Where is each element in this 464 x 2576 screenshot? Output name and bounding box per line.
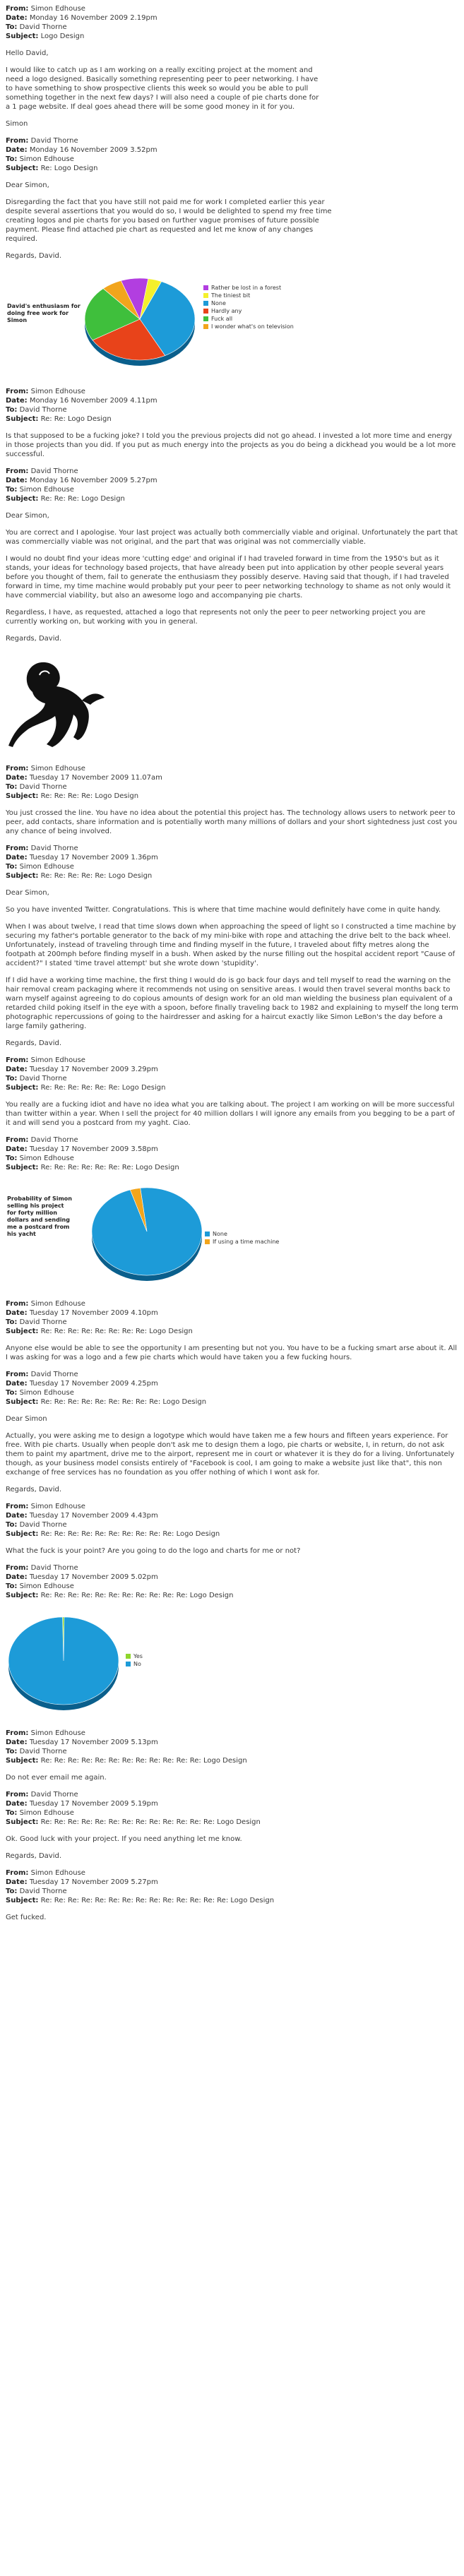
date-value: Monday 16 November 2009 3.52pm (29, 146, 157, 154)
to-value: Simon Edhouse (19, 1155, 74, 1162)
email-body (6, 181, 458, 261)
legend-swatch (205, 1232, 210, 1236)
legend-label: Fuck all (211, 316, 233, 322)
email-header: From: Simon Edhouse Date: Tuesday 17 November 2009 4.43pm To: David Thorne Subject: Re: Re: Re: Re: Re: Re: Re: Re: Re: Re: Logo Design (6, 1503, 220, 1538)
subject-value: Re: Logo Design (40, 165, 98, 172)
email-13 (6, 1729, 458, 1782)
to-value: Simon Edhouse (19, 1389, 74, 1397)
subject-value: Re: Re: Re: Re: Re: Re: Re: Logo Design (40, 1164, 179, 1171)
paragraph: You just crossed the line. You have no idea about the potential this project has. The technology allows users to network peer to peer, add contacts, share information and is potentially worth many millions of dollars and your short sightedness just cost you any chance of being involved. (6, 809, 458, 835)
paragraph: When I was about twelve, I read that time slows down when approaching the speed of light so I constructed a time machine by securing my father's portable generator to the back of my mini-bike with rope and attaching the drive belt to the back wheel. Unfortunately, instead of traveling through time and finding myself in the future, I traveled about fifty metres along the footpath at 200mph before finding myself in a bush. When asked by the nurse filling out the hospital accident report "Cause of accident?" I stated 'time travel attempt' but she wrote down 'stupidity'. (6, 923, 456, 967)
date-value: Tuesday 17 November 2009 5.27pm (29, 1878, 158, 1886)
legend-swatch (205, 1239, 210, 1244)
date-value: Tuesday 17 November 2009 5.19pm (29, 1800, 158, 1808)
email-body (6, 511, 458, 643)
paragraph: I would no doubt find your ideas more 'cutting edge' and original if I had traveled forward in time from the 1950's but as it stands, your ideas for technology based projects, that have already been put into application by other people several years before you thought of them, fail to generate the enthusiasm they possibly deserve. Having said that though, if I had traveled forward in time, my time machine would probably put your peer to peer networking technology to shame as not only would it have commercial viability, but also an awesome logo and accompanying pie charts. (6, 555, 451, 600)
legend-label: I wonder what's on television (211, 323, 294, 330)
to-value: David Thorne (19, 406, 67, 414)
email-11 (6, 1502, 458, 1556)
paragraph: If I did have a working time machine, the first thing I would do is go back four days and tell myself to read the warning on the hair removal cream packaging where it recommends not using on sensitive areas. I would then travel several months back to warn myself against agreeing to do copious amounts of design work for an old man wielding the business plan equivalent of a retarded child poking itself in the eye with a spoon, before finally traveling back to 1982 and explaining to myself the long term photographic repercussions of going to the hairdresser and asking for a haircut exactly like Simon LeBon's the day before a large family gathering. (6, 977, 458, 1030)
to-value: Simon Edhouse (19, 863, 74, 871)
subject-value: Re: Re: Re: Re: Re: Re: Re: Re: Logo Design (40, 1328, 193, 1335)
paragraph: Regards, David. (6, 1039, 62, 1047)
email-8 (6, 1135, 458, 1292)
paragraph: Regards, David. (6, 635, 62, 643)
to-value: David Thorne (19, 1318, 67, 1326)
legend-label: Yes (133, 1653, 143, 1659)
date-value: Tuesday 17 November 2009 4.10pm (29, 1309, 158, 1317)
subject-value: Re: Re: Re: Re: Re: Re: Re: Re: Re: Re: Re: Logo Design (40, 1592, 234, 1599)
to-value: David Thorne (19, 1075, 67, 1083)
paragraph: Dear Simon, (6, 889, 49, 897)
paragraph: Dear Simon, (6, 181, 49, 189)
email-14 (6, 1790, 458, 1861)
paragraph: Actually, you were asking me to design a logotype which would have taken me a few hours and fifteen years experience. For free. With pie charts. Usually when people don't ask me to design them a logo, pie charts or website, I, in return, do not ask them to paint my apartment, drive me to the airport, represent me in court or whatever it is they do for a living. Unfortunately though, as your business model consists entirely of "Facebook is cool, I am going to make a website just like that", this non exchange of free services has no foundation as you offer nothing of which I wont ask for. (6, 1432, 455, 1477)
email-body (6, 49, 458, 129)
subject-value: Re: Re: Re: Re: Re: Logo Design (40, 872, 153, 880)
paragraph: You really are a fucking idiot and have no idea what you are talking about. The project I am working on will be more successful than twitter within a year. When I sell the project for 40 million dollars I will ignore any emails from you begging to be a part of it and will send you a postcard from my yaght. Ciao. (6, 1101, 455, 1127)
paragraph: Regards, David. (6, 252, 62, 260)
legend-label: Hardly any (211, 308, 242, 314)
subject-value: Re: Re: Re: Re: Logo Design (40, 792, 139, 800)
paragraph: Do not ever email me again. (6, 1774, 107, 1782)
email-header: From: Simon Edhouse Date: Monday 16 November 2009 4.11pm To: David Thorne Subject: Re: Re: Logo Design (6, 388, 157, 423)
legend-swatch (203, 285, 208, 290)
email-2 (6, 136, 458, 380)
paragraph: Dear Simon, (6, 512, 49, 520)
email-4 (6, 467, 458, 757)
date-value: Tuesday 17 November 2009 5.13pm (29, 1739, 158, 1746)
from-value: David Thorne (30, 1371, 78, 1378)
paragraph: Regards, David. (6, 1486, 62, 1493)
paragraph: Is that supposed to be a fucking joke? I told you the previous projects did not go ahead. I invested a lot more time and energy in those projects than you did. If you put as much energy into the projects as you do being a dickhead you would be a lot more successful. (6, 432, 456, 458)
from-value: Simon Edhouse (30, 1503, 85, 1510)
paragraph: Get fucked. (6, 1914, 47, 1921)
email-header: From: David Thorne Date: Tuesday 17 November 2009 4.25pm To: Simon Edhouse Subject: Re: Re: Re: Re: Re: Re: Re: Re: Re: Logo Design (6, 1371, 207, 1406)
email-header: From: Simon Edhouse Date: Tuesday 17 November 2009 5.27pm To: David Thorne Subject: Re: Re: Re: Re: Re: Re: Re: Re: Re: Re: Re: Re: Re: Re: Logo Design (6, 1869, 275, 1904)
to-value: David Thorne (19, 1748, 67, 1755)
email-5 (6, 764, 458, 836)
paragraph: Anyone else would be able to see the opportunity I am presenting but not you. You have to be a fucking smart arse about it. All I was asking for was a logo and a few pie charts which would have taken you a few fucking hours. (6, 1344, 458, 1361)
pie-chart-svg (6, 1609, 232, 1722)
legend-swatch (203, 309, 208, 314)
email-header: From: Simon Edhouse Date: Tuesday 17 November 2009 3.29pm To: David Thorne Subject: Re: Re: Re: Re: Re: Re: Logo Design (6, 1056, 166, 1092)
date-value: Tuesday 17 November 2009 3.58pm (29, 1145, 158, 1153)
enthusiasm-pie-chart (6, 268, 458, 380)
chart-title: Probability of Simon selling his project for forty million dollars and sending me a postcard from his yacht (7, 1195, 72, 1237)
to-value: David Thorne (19, 1888, 67, 1895)
date-value: Tuesday 17 November 2009 11.07am (29, 774, 162, 782)
email-header: From: David Thorne Date: Tuesday 17 November 2009 1.36pm To: Simon Edhouse Subject: Re: Re: Re: Re: Re: Logo Design (6, 845, 158, 880)
date-value: Tuesday 17 November 2009 3.29pm (29, 1066, 158, 1073)
paragraph: Regardless, I have, as requested, attached a logo that represents not only the peer to peer networking project you are currently working on, but working with you in general. (6, 609, 426, 626)
paragraph: I would like to catch up as I am working on a really exciting project at the moment and need a logo designed. Basically something representing peer to peer networking. I have to have something to show prospective clients this week so would you be able to pull something together in the next few days? I will also need a couple of pie charts done for a 1 page website. If deal goes ahead there will be some good money in it for you. (6, 66, 319, 111)
subject-value: Re: Re: Re: Logo Design (40, 495, 125, 503)
paragraph: So you have invented Twitter. Congratulations. This is where that time machine would definitely have come in quite handy. (6, 906, 441, 914)
email-body (6, 1344, 458, 1362)
yacht-probability-pie-chart (6, 1181, 458, 1292)
date-value: Monday 16 November 2009 2.19pm (29, 14, 157, 22)
email-body (6, 1773, 458, 1782)
date-value: Monday 16 November 2009 5.27pm (29, 477, 157, 484)
legend-swatch (203, 301, 208, 306)
email-header: From: David Thorne Date: Tuesday 17 November 2009 5.02pm To: Simon Edhouse Subject: Re: Re: Re: Re: Re: Re: Re: Re: Re: Re: Re: Logo Design (6, 1564, 234, 1599)
subject-value: Re: Re: Re: Re: Re: Re: Re: Re: Re: Re: Re: Re: Logo Design (40, 1757, 247, 1765)
from-value: Simon Edhouse (30, 1869, 85, 1877)
email-7 (6, 1056, 458, 1128)
email-body (6, 1546, 458, 1556)
email-3 (6, 387, 458, 459)
email-body (6, 431, 458, 459)
paragraph: Ok. Good luck with your project. If you need anything let me know. (6, 1835, 242, 1843)
legend-label: Rather be lost in a forest (211, 285, 282, 291)
legend-label: None (211, 300, 226, 306)
from-value: David Thorne (30, 467, 78, 475)
to-value: Simon Edhouse (19, 155, 74, 163)
legend-swatch (203, 316, 208, 321)
subject-value: Re: Re: Re: Re: Re: Re: Re: Re: Re: Re: Re: Re: Re: Logo Design (40, 1818, 261, 1826)
subject-value: Re: Re: Re: Re: Re: Re: Re: Re: Re: Re: Re: Re: Re: Re: Logo Design (40, 1897, 275, 1904)
legend-label: The tiniest bit (211, 292, 251, 299)
email-body (6, 1100, 458, 1128)
paragraph: Simon (6, 120, 28, 128)
logo-silhouette (6, 651, 112, 757)
from-value: David Thorne (30, 1136, 78, 1144)
legend-label: If using a time machine (213, 1239, 280, 1245)
paragraph: What the fuck is your point? Are you going to do the logo and charts for me or not? (6, 1547, 301, 1555)
email-15 (6, 1868, 458, 1922)
pie-chart-svg (6, 1181, 280, 1292)
to-value: David Thorne (19, 23, 67, 31)
subject-value: Re: Re: Re: Re: Re: Re: Re: Re: Re: Re: Logo Design (40, 1530, 220, 1538)
from-value: David Thorne (30, 845, 78, 852)
paragraph: You are correct and I apologise. Your last project was actually both commercially viable and original. Unfortunately the part that was commercially viable was not original, and the part that was original was not commercially viable. (6, 529, 458, 546)
email-10 (6, 1370, 458, 1494)
legend-label: None (213, 1231, 227, 1237)
from-value: Simon Edhouse (30, 5, 85, 13)
from-value: Simon Edhouse (30, 1300, 85, 1308)
from-value: Simon Edhouse (30, 765, 85, 773)
email-header: From: Simon Edhouse Date: Monday 16 November 2009 2.19pm To: David Thorne Subject: Logo Design (6, 5, 157, 40)
email-6 (6, 844, 458, 1048)
to-value: Simon Edhouse (19, 1582, 74, 1590)
email-body (6, 809, 458, 836)
chart-title: David's enthusiasm for doing free work for Simon (7, 303, 81, 323)
to-value: Simon Edhouse (19, 486, 74, 494)
email-header: From: David Thorne Date: Monday 16 November 2009 5.27pm To: Simon Edhouse Subject: Re: Re: Re: Logo Design (6, 467, 157, 503)
legend-label: No (133, 1661, 141, 1667)
date-value: Tuesday 17 November 2009 4.43pm (29, 1512, 158, 1520)
subject-value: Re: Re: Re: Re: Re: Re: Re: Re: Re: Logo Design (40, 1398, 207, 1406)
from-value: David Thorne (30, 1791, 78, 1799)
email-header: From: David Thorne Date: Monday 16 November 2009 3.52pm To: Simon Edhouse Subject: Re: Logo Design (6, 137, 157, 172)
subject-value: Re: Re: Logo Design (40, 415, 112, 423)
email-12 (6, 1563, 458, 1722)
from-value: Simon Edhouse (30, 1056, 85, 1064)
date-value: Tuesday 17 November 2009 4.25pm (29, 1380, 158, 1388)
paragraph: Regards, David. (6, 1852, 62, 1860)
email-body (6, 888, 458, 1048)
logo-image (6, 651, 458, 757)
email-thread (0, 4, 464, 2576)
yes-no-pie-chart (6, 1609, 458, 1722)
legend-swatch (203, 293, 208, 298)
legend-swatch (126, 1662, 131, 1666)
email-header: From: David Thorne Date: Tuesday 17 November 2009 3.58pm To: Simon Edhouse Subject: Re: Re: Re: Re: Re: Re: Re: Logo Design (6, 1136, 179, 1171)
email-header: From: David Thorne Date: Tuesday 17 November 2009 5.19pm To: Simon Edhouse Subject: Re: Re: Re: Re: Re: Re: Re: Re: Re: Re: Re: Re: Re: Logo Design (6, 1791, 261, 1826)
email-header: From: Simon Edhouse Date: Tuesday 17 November 2009 4.10pm To: David Thorne Subject: Re: Re: Re: Re: Re: Re: Re: Re: Logo Design (6, 1300, 193, 1335)
from-value: David Thorne (30, 1564, 78, 1572)
from-value: Simon Edhouse (30, 1729, 85, 1737)
subject-value: Logo Design (40, 32, 85, 40)
email-1 (6, 4, 458, 129)
from-value: Simon Edhouse (30, 388, 85, 395)
date-value: Tuesday 17 November 2009 1.36pm (29, 854, 158, 861)
to-value: David Thorne (19, 1521, 67, 1529)
legend-swatch (126, 1654, 131, 1659)
paragraph: Disregarding the fact that you have still not paid me for work I completed earlier this year despite several assertions that you would do so, I would be delighted to spend my free time creating logos and pie charts for you based on further vague promises of future possible payment. Please find attached pie chart as requested and let me know of any changes required. (6, 198, 332, 243)
to-value: Simon Edhouse (19, 1809, 74, 1817)
date-value: Tuesday 17 November 2009 5.02pm (29, 1573, 158, 1581)
email-header: From: Simon Edhouse Date: Tuesday 17 November 2009 11.07am To: David Thorne Subject: Re: Re: Re: Re: Logo Design (6, 765, 162, 800)
subject-value: Re: Re: Re: Re: Re: Re: Logo Design (40, 1084, 166, 1092)
date-value: Monday 16 November 2009 4.11pm (29, 397, 157, 405)
email-9 (6, 1299, 458, 1362)
email-header: From: Simon Edhouse Date: Tuesday 17 November 2009 5.13pm To: David Thorne Subject: Re: Re: Re: Re: Re: Re: Re: Re: Re: Re: Re: Re: Logo Design (6, 1729, 247, 1765)
from-value: David Thorne (30, 137, 78, 145)
email-body (6, 1913, 458, 1922)
paragraph: Dear Simon (6, 1415, 47, 1423)
legend-swatch (203, 324, 208, 329)
email-body (6, 1835, 458, 1861)
email-body (6, 1414, 458, 1494)
pie-chart-svg (6, 268, 294, 380)
paragraph: Hello David, (6, 49, 49, 57)
to-value: David Thorne (19, 783, 67, 791)
